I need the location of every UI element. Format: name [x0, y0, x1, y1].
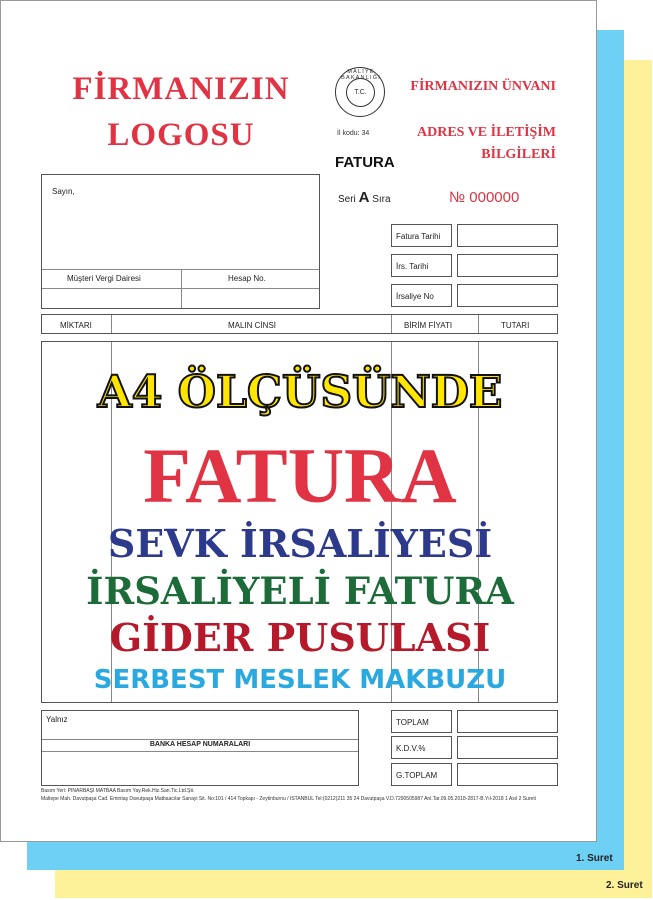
promo-serbest-meslek: SERBEST MESLEK MAKBUZU	[93, 665, 507, 695]
col-malin-cinsi: MALIN CİNSİ	[228, 321, 277, 330]
company-name: FİRMANIZIN ÜNVANI	[410, 79, 556, 94]
printer-info-1: Basım Yeri: PINARBAŞI MATBAA Basım Yay.Rek.Hiz.San.Tic.Ltd.Şti.	[41, 788, 195, 794]
hesap-no-label: Hesap No.	[228, 274, 266, 283]
customer-box[interactable]	[41, 174, 320, 309]
col-divider-2	[391, 315, 392, 333]
bank-accounts-label: BANKA HESAP NUMARALARI	[149, 741, 251, 748]
seri-letter: A	[358, 189, 370, 206]
kdv-field[interactable]	[457, 736, 558, 759]
seri-label: Seri	[338, 194, 356, 205]
col-birim-fiyati: BİRİM FİYATI	[404, 321, 453, 330]
printer-info-2: Maltepe Mah. Davutpaşa Cad. Emintaş Davutpaşa Matbaacılar Sanayi Sit. No:101 / 414 Topkapı - Zeytinburnu / İSTANBUL Tel:(0212)211 35 24 Davutpaşa V.D.7290505987 Anl.Tar.09.05.2018-2817-B.Yıl-2018 1 Asıl 2 Sureti	[41, 796, 536, 802]
column-header-row	[41, 314, 558, 334]
irs-tarihi-field[interactable]	[457, 254, 558, 277]
customer-vdivider	[181, 269, 182, 308]
gtoplam-field[interactable]	[457, 763, 558, 786]
col-tutari: TUTARI	[501, 321, 530, 330]
logo-line-1: FİRMANIZIN	[72, 71, 290, 107]
document-title: FATURA	[335, 154, 395, 171]
col-divider-1	[111, 315, 112, 333]
fatura-tarihi-label: Fatura Tarihi	[396, 232, 441, 241]
sira-label: Sıra	[372, 194, 391, 205]
copy-label-2: 2. Suret	[606, 880, 643, 891]
irsaliye-no-label-box	[391, 284, 452, 307]
irs-tarihi-label-box	[391, 254, 452, 277]
promo-irsaliyeli-fatura: İRSALİYELİ FATURA	[86, 569, 514, 613]
yalniz-box[interactable]	[41, 710, 359, 786]
copy-label-1: 1. Suret	[576, 853, 613, 864]
kdv-label: K.D.V.%	[396, 744, 426, 753]
col-divider-3	[478, 315, 479, 333]
toplam-label-box	[391, 710, 452, 733]
yalniz-divider	[42, 739, 358, 740]
kdv-label-box	[391, 736, 452, 759]
promo-sevk-irsaliyesi: SEVK İRSALİYESİ	[107, 521, 493, 566]
company-address-1: ADRES VE İLETİŞİM	[416, 125, 556, 140]
seri-sira	[338, 189, 391, 206]
company-address-2: BİLGİLERİ	[481, 147, 556, 162]
logo-line-2: LOGOSU	[107, 117, 255, 153]
toplam-field[interactable]	[457, 710, 558, 733]
promo-a4-size: A4 ÖLÇÜSÜNDE	[97, 367, 503, 418]
invoice-number: № 000000	[449, 189, 520, 206]
toplam-label: TOPLAM	[396, 718, 429, 727]
maliye-seal-icon	[335, 67, 385, 117]
seal-ring-text: MALİYE BAKANLIĞI	[341, 69, 381, 81]
bank-divider	[42, 751, 358, 752]
irsaliye-no-label: İrsaliye No	[396, 292, 434, 301]
promo-fatura: FATURA	[143, 432, 457, 519]
fatura-tarihi-label-box	[391, 224, 452, 247]
yalniz-label: Yalnız	[46, 715, 68, 724]
il-kodu: İl kodu: 34	[337, 130, 370, 137]
col-miktari: MİKTARI	[60, 321, 92, 330]
sayin-label: Sayın,	[52, 187, 75, 196]
irsaliye-no-field[interactable]	[457, 284, 558, 307]
promo-gider-pusulasi: GİDER PUSULASI	[109, 615, 491, 660]
irs-tarihi-label: İrs. Tarihi	[396, 262, 429, 271]
seal-center: T.C.	[346, 78, 375, 107]
fatura-tarihi-field[interactable]	[457, 224, 558, 247]
vergi-dairesi-label: Müşteri Vergi Dairesi	[67, 274, 141, 283]
gtoplam-label: G.TOPLAM	[396, 771, 438, 780]
gtoplam-label-box	[391, 763, 452, 786]
